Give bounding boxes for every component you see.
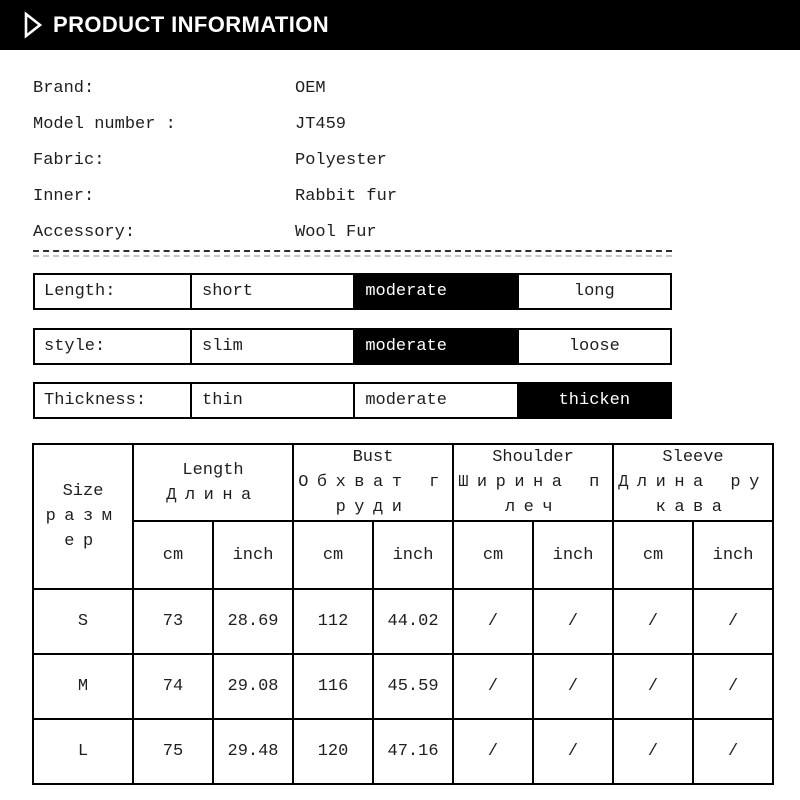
value-cell: 116	[293, 654, 373, 719]
attr-option-moderate-selected: moderate	[355, 275, 518, 308]
size-header-ru: размер	[45, 507, 121, 551]
unit-cell-inch: inch	[213, 521, 293, 589]
group-header-ru: Ширина плеч	[458, 473, 608, 517]
value-cell-na: /	[693, 654, 773, 719]
unit-cell-inch: inch	[373, 521, 453, 589]
product-info-section	[33, 70, 800, 250]
table-row-size-s	[33, 589, 773, 654]
unit-cell-cm: cm	[613, 521, 693, 589]
triangle-right-icon	[22, 11, 44, 39]
value-cell-na: /	[613, 654, 693, 719]
info-label: Brand:	[33, 78, 95, 98]
table-units-row	[33, 521, 773, 589]
info-label: Fabric:	[33, 150, 105, 170]
size-cell: M	[33, 654, 133, 719]
info-value: Wool Fur	[295, 222, 377, 242]
group-header-ru: Длина	[166, 485, 260, 505]
size-cell: L	[33, 719, 133, 784]
attr-label: Thickness:	[35, 384, 192, 417]
group-header-length	[133, 444, 293, 521]
attr-bar-style	[33, 328, 672, 365]
size-column-header	[33, 444, 133, 589]
info-row-accessory	[33, 214, 800, 250]
attr-option-moderate-selected: moderate	[355, 330, 518, 363]
value-cell-na: /	[453, 589, 533, 654]
group-header-en: Bust	[352, 448, 394, 467]
value-cell: 47.16	[373, 719, 453, 784]
value-cell-na: /	[453, 654, 533, 719]
attr-option-long: long	[573, 282, 615, 301]
unit-cell-cm: cm	[133, 521, 213, 589]
info-value: Rabbit fur	[295, 186, 398, 206]
group-header-shoulder	[453, 444, 613, 521]
unit-cell-inch: inch	[693, 521, 773, 589]
group-header-sleeve	[613, 444, 773, 521]
attr-option-loose: loose	[568, 337, 620, 356]
info-row-model-number	[33, 106, 800, 142]
attr-label: Length:	[35, 275, 192, 308]
value-cell: 44.02	[373, 589, 453, 654]
value-cell: 112	[293, 589, 373, 654]
info-row-brand	[33, 70, 800, 106]
value-cell-na: /	[533, 719, 613, 784]
unit-cell-inch: inch	[533, 521, 613, 589]
attr-bar-thickness	[33, 382, 672, 419]
attr-label: style:	[35, 330, 192, 363]
size-cell: S	[33, 589, 133, 654]
group-header-ru: Длина рукава	[618, 473, 768, 517]
value-cell: 28.69	[213, 589, 293, 654]
group-header-en: Length	[182, 460, 244, 480]
value-cell: 73	[133, 589, 213, 654]
value-cell-na: /	[693, 719, 773, 784]
info-label: Inner:	[33, 186, 95, 206]
group-header-bust	[293, 444, 453, 521]
group-header-ru: Обхват груди	[298, 473, 448, 517]
value-cell: 75	[133, 719, 213, 784]
info-value: JT459	[295, 114, 347, 134]
size-header-en: Size	[62, 482, 104, 501]
value-cell: 120	[293, 719, 373, 784]
value-cell-na: /	[533, 589, 613, 654]
group-header-en: Shoulder	[492, 448, 574, 467]
value-cell: 74	[133, 654, 213, 719]
attr-bar-length	[33, 273, 672, 310]
info-value: OEM	[295, 78, 326, 98]
dashed-divider	[33, 250, 672, 257]
value-cell-na: /	[693, 589, 773, 654]
size-table	[32, 443, 774, 785]
info-value: Polyester	[295, 150, 387, 170]
header-bar	[0, 0, 800, 50]
attr-option-short: short	[192, 275, 355, 308]
info-row-fabric	[33, 142, 800, 178]
table-group-header-row	[33, 444, 773, 521]
info-label: Model number :	[33, 114, 176, 134]
value-cell: 45.59	[373, 654, 453, 719]
table-row-size-m	[33, 654, 773, 719]
value-cell-na: /	[533, 654, 613, 719]
info-label: Accessory:	[33, 222, 136, 242]
info-row-inner	[33, 178, 800, 214]
page-title: PRODUCT INFORMATION	[53, 12, 330, 37]
table-row-size-l	[33, 719, 773, 784]
attr-option-thicken-selected: thicken	[519, 384, 670, 417]
attr-option-moderate: moderate	[355, 384, 518, 417]
value-cell-na: /	[613, 589, 693, 654]
value-cell-na: /	[453, 719, 533, 784]
unit-cell-cm: cm	[293, 521, 373, 589]
attr-option-slim: slim	[192, 330, 355, 363]
value-cell-na: /	[613, 719, 693, 784]
unit-cell-cm: cm	[453, 521, 533, 589]
group-header-en: Sleeve	[662, 448, 724, 467]
attr-option-thin: thin	[192, 384, 355, 417]
value-cell: 29.08	[213, 654, 293, 719]
value-cell: 29.48	[213, 719, 293, 784]
